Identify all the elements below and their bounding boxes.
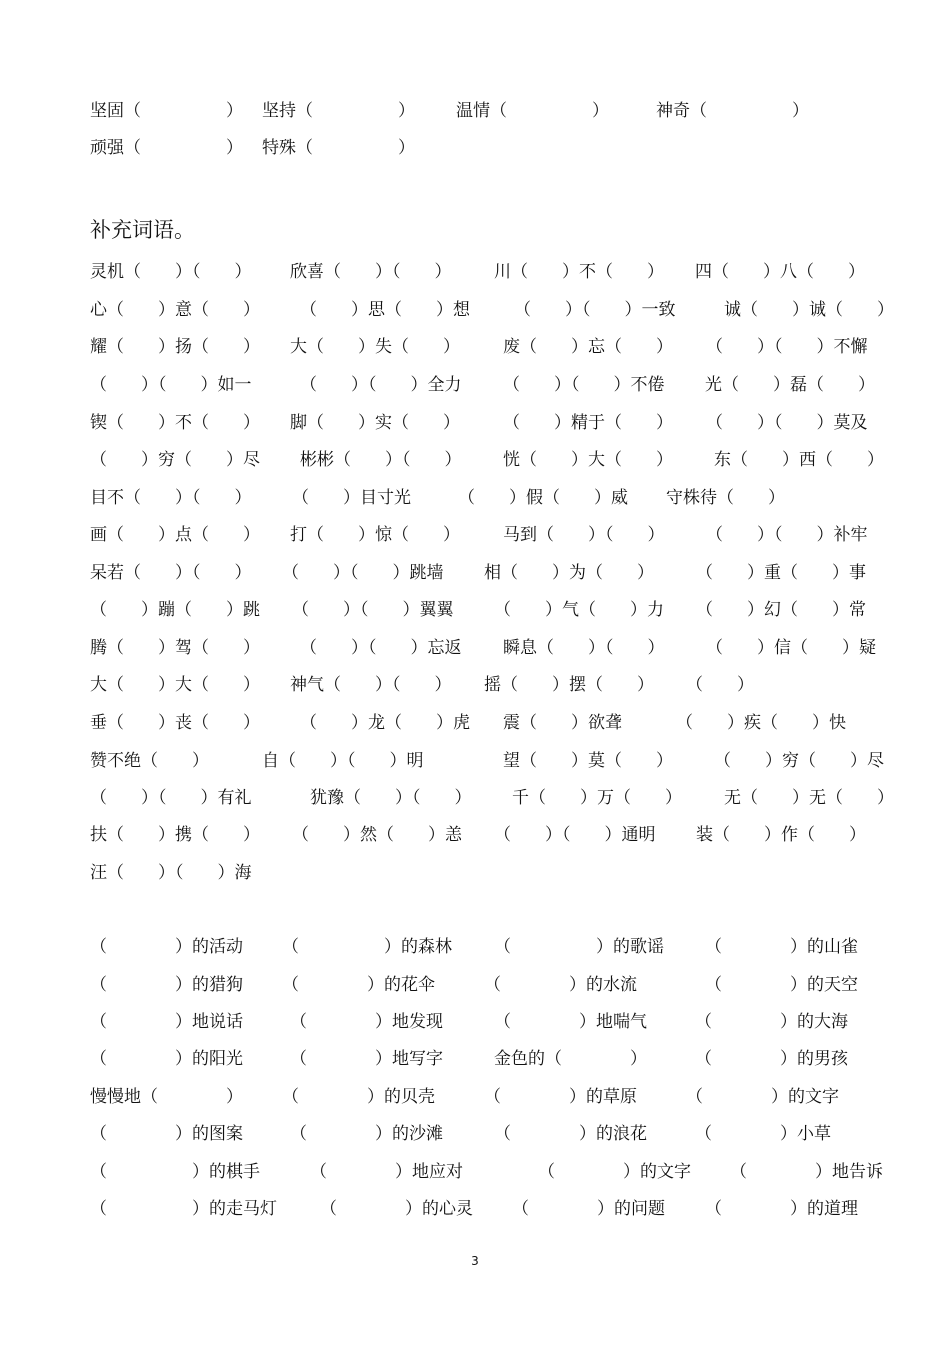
phrase-item: （ ）小草: [695, 1124, 831, 1144]
phrase-row: [0, 1082, 950, 1112]
phrase-item: （ ）的活动: [90, 937, 243, 957]
phrase-item: （ ）的大海: [695, 1012, 848, 1032]
idiom-item: （ ）: [686, 675, 754, 695]
idiom-row: [0, 633, 950, 663]
idiom-item: （ ）蹦（ ）跳: [90, 600, 260, 620]
idiom-item: 光（ ）磊（ ）: [705, 375, 875, 395]
phrase-row: [0, 1119, 950, 1149]
phrase-item: （ ）的草原: [484, 1087, 637, 1107]
phrase-row: [0, 1194, 950, 1224]
phrase-item: （ ）的猎狗: [90, 975, 243, 995]
idiom-item: 诚（ ）诚（ ）: [724, 300, 894, 320]
idiom-row: [0, 858, 950, 888]
idiom-item: （ ）（ ）翼翼: [292, 600, 454, 620]
phrase-item: （ ）的水流: [484, 975, 637, 995]
idiom-item: （ ）（ ）有礼: [90, 788, 252, 808]
idiom-item: （ ）精于（ ）: [503, 413, 673, 433]
idiom-item: （ ）假（ ）威: [458, 488, 628, 508]
idiom-item: 四（ ）八（ ）: [695, 262, 865, 282]
word-item: 神奇（ ）: [656, 101, 809, 121]
idiom-row: [0, 408, 950, 438]
idiom-item: 脚（ ）实（ ）: [290, 413, 460, 433]
idiom-item: 守株待（ ）: [666, 488, 785, 508]
idiom-item: 大（ ）失（ ）: [290, 337, 460, 357]
word-item: 坚持（ ）: [262, 101, 415, 121]
idiom-item: 装（ ）作（ ）: [696, 825, 866, 845]
section-title: 补充词语。: [90, 218, 195, 242]
phrase-item: （ ）的花伞: [282, 975, 435, 995]
phrase-item: （ ）的文字: [686, 1087, 839, 1107]
phrase-item: （ ）地写字: [290, 1049, 443, 1069]
phrase-item: （ ）的森林: [282, 937, 452, 957]
idiom-item: （ ）（ ）不倦: [503, 375, 665, 395]
idiom-row: [0, 483, 950, 513]
idiom-item: 犹豫（ ）（ ）: [310, 788, 472, 808]
phrase-item: （ ）的浪花: [494, 1124, 647, 1144]
idiom-row: [0, 746, 950, 776]
idiom-item: （ ）穷（ ）尽: [90, 450, 260, 470]
idiom-item: 打（ ）惊（ ）: [290, 525, 460, 545]
phrase-row: [0, 932, 950, 962]
idiom-item: 灵机（ ）（ ）: [90, 262, 252, 282]
idiom-item: 望（ ）莫（ ）: [503, 751, 673, 771]
idiom-item: 目不（ ）（ ）: [90, 488, 252, 508]
idiom-item: （ ）（ ）不懈: [706, 337, 868, 357]
word-item: 温情（ ）: [456, 101, 609, 121]
idiom-row: [0, 295, 950, 325]
phrase-item: （ ）的道理: [705, 1199, 858, 1219]
idiom-row: [0, 558, 950, 588]
phrase-item: （ ）的山雀: [705, 937, 858, 957]
idiom-item: （ ）（ ）跳墙: [282, 563, 444, 583]
phrase-item: （ ）的问题: [512, 1199, 665, 1219]
idiom-item: 千（ ）万（ ）: [512, 788, 682, 808]
idiom-item: （ ）然（ ）恙: [292, 825, 462, 845]
idiom-item: 恍（ ）大（ ）: [503, 450, 673, 470]
idiom-item: 耀（ ）扬（ ）: [90, 337, 260, 357]
phrase-item: （ ）的棋手: [90, 1162, 260, 1182]
phrase-item: （ ）的图案: [90, 1124, 243, 1144]
page-number: 3: [471, 1254, 479, 1268]
idiom-item: （ ）（ ）如一: [90, 375, 252, 395]
phrase-item: （ ）的文字: [538, 1162, 691, 1182]
phrase-item: （ ）地发现: [290, 1012, 443, 1032]
idiom-item: 锲（ ）不（ ）: [90, 413, 260, 433]
idiom-item: 赞不绝（ ）: [90, 751, 209, 771]
idiom-row: [0, 332, 950, 362]
word-item: 特殊（ ）: [262, 138, 415, 158]
phrase-item: 金色的（ ）: [494, 1049, 647, 1069]
phrase-item: （ ）的男孩: [695, 1049, 848, 1069]
idiom-item: （ ）龙（ ）虎: [300, 713, 470, 733]
idiom-item: 大（ ）大（ ）: [90, 675, 260, 695]
idiom-item: 欣喜（ ）（ ）: [290, 262, 452, 282]
idiom-item: （ ）气（ ）力: [494, 600, 664, 620]
idiom-item: 扶（ ）携（ ）: [90, 825, 260, 845]
idiom-item: （ ）（ ）通明: [494, 825, 656, 845]
phrase-row: [0, 1157, 950, 1187]
idiom-item: （ ）幻（ ）常: [696, 600, 866, 620]
idiom-item: （ ）信（ ）疑: [706, 638, 876, 658]
idiom-row: [0, 820, 950, 850]
idiom-item: 瞬息（ ）（ ）: [503, 638, 665, 658]
phrase-item: （ ）的沙滩: [290, 1124, 443, 1144]
idiom-item: 神气（ ）（ ）: [290, 675, 452, 695]
phrase-item: （ ）的心灵: [320, 1199, 473, 1219]
idiom-item: 无（ ）无（ ）: [724, 788, 894, 808]
idiom-item: （ ）（ ）莫及: [706, 413, 868, 433]
phrase-item: （ ）的歌谣: [494, 937, 664, 957]
phrase-row: [0, 1007, 950, 1037]
phrase-item: 慢慢地（ ）: [90, 1087, 243, 1107]
idiom-item: 摇（ ）摆（ ）: [484, 675, 654, 695]
idiom-row: [0, 783, 950, 813]
idiom-item: （ ）（ ）忘返: [300, 638, 462, 658]
idiom-item: 东（ ）西（ ）: [714, 450, 884, 470]
idiom-item: （ ）（ ）全力: [300, 375, 462, 395]
idiom-item: （ ）重（ ）事: [696, 563, 866, 583]
section1-row-2: [0, 133, 950, 163]
idiom-item: （ ）目寸光: [292, 488, 411, 508]
idiom-item: 自（ ）（ ）明: [262, 751, 424, 771]
phrase-item: （ ）地喘气: [494, 1012, 647, 1032]
idiom-row: [0, 708, 950, 738]
phrase-item: （ ）地应对: [310, 1162, 463, 1182]
idiom-row: [0, 445, 950, 475]
idiom-item: 呆若（ ）（ ）: [90, 563, 252, 583]
idiom-item: 垂（ ）丧（ ）: [90, 713, 260, 733]
idiom-item: 废（ ）忘（ ）: [503, 337, 673, 357]
phrase-item: （ ）地说话: [90, 1012, 243, 1032]
phrase-item: （ ）的天空: [705, 975, 858, 995]
idiom-row: [0, 670, 950, 700]
idiom-row: [0, 370, 950, 400]
phrase-row: [0, 970, 950, 1000]
word-item: 坚固（ ）: [90, 101, 243, 121]
section1-row-1: [0, 96, 950, 126]
idiom-item: 画（ ）点（ ）: [90, 525, 260, 545]
idiom-item: （ ）思（ ）想: [300, 300, 470, 320]
idiom-item: （ ）（ ）一致: [514, 300, 676, 320]
idiom-item: 川（ ）不（ ）: [494, 262, 664, 282]
idiom-item: 心（ ）意（ ）: [90, 300, 260, 320]
phrase-item: （ ）的阳光: [90, 1049, 243, 1069]
idiom-row: [0, 520, 950, 550]
word-item: 顽强（ ）: [90, 138, 243, 158]
idiom-item: 汪（ ）（ ）海: [90, 863, 252, 883]
idiom-row: [0, 257, 950, 287]
idiom-item: （ ）疾（ ）快: [676, 713, 846, 733]
phrase-item: （ ）的走马灯: [90, 1199, 277, 1219]
idiom-item: 相（ ）为（ ）: [484, 563, 654, 583]
phrase-item: （ ）的贝壳: [282, 1087, 435, 1107]
idiom-row: [0, 595, 950, 625]
idiom-item: 马到（ ）（ ）: [503, 525, 665, 545]
phrase-item: （ ）地告诉: [730, 1162, 883, 1182]
idiom-item: 彬彬（ ）（ ）: [300, 450, 462, 470]
idiom-item: （ ）（ ）补牢: [706, 525, 868, 545]
idiom-item: 震（ ）欲聋: [503, 713, 622, 733]
idiom-item: 腾（ ）驾（ ）: [90, 638, 260, 658]
phrase-row: [0, 1044, 950, 1074]
idiom-item: （ ）穷（ ）尽: [714, 751, 884, 771]
